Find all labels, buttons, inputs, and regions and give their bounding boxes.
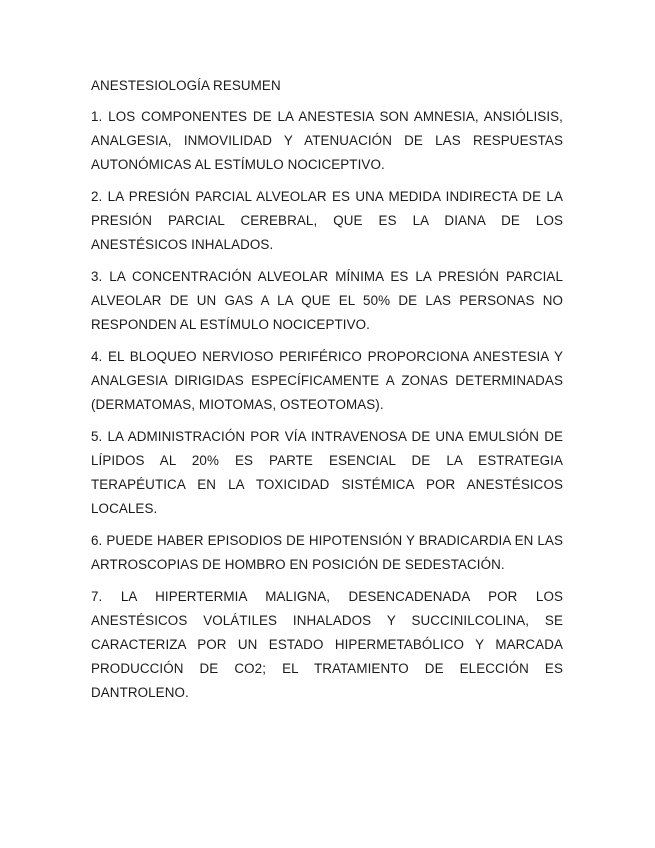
paragraph-5: 5. LA ADMINISTRACIÓN POR VÍA INTRAVENOSA DE UNA EMULSIÓN DE LÍPIDOS AL 20% ES PARTE ESENCIAL DE LA ESTRATEGIA TERAPÉUTICA EN LA TOXICIDAD SISTÉMICA POR ANESTÉSICOS LOCALES. <box>91 429 563 516</box>
paragraph-7: 7. LA HIPERTERMIA MALIGNA, DESENCADENADA POR LOS ANESTÉSICOS VOLÁTILES INHALADOS Y SUCCINILCOLINA, SE CARACTERIZA POR UN ESTADO HIPERMETABÓLICO Y MARCADA PRODUCCIÓN DE CO2; EL TRATAMIENTO DE ELECCIÓN ES DANTROLENO. <box>91 589 563 700</box>
document-title: ANESTESIOLOGÍA RESUMEN <box>91 78 281 93</box>
paragraph-1: 1. LOS COMPONENTES DE LA ANESTESIA SON AMNESIA, ANSIÓLISIS, ANALGESIA, INMOVILIDAD Y ATENUACIÓN DE LAS RESPUESTAS AUTONÓMICAS AL ESTÍMULO NOCICEPTIVO. <box>91 109 563 172</box>
document-body <box>91 74 563 713</box>
paragraph-3: 3. LA CONCENTRACIÓN ALVEOLAR MÍNIMA ES LA PRESIÓN PARCIAL ALVEOLAR DE UN GAS A LA QUE EL 50% DE LAS PERSONAS NO RESPONDEN AL ESTÍMULO NOCICEPTIVO. <box>91 269 563 332</box>
paragraph-2: 2. LA PRESIÓN PARCIAL ALVEOLAR ES UNA MEDIDA INDIRECTA DE LA PRESIÓN PARCIAL CEREBRAL, QUE ES LA DIANA DE LOS ANESTÉSICOS INHALADOS. <box>91 189 563 252</box>
paragraph-4: 4. EL BLOQUEO NERVIOSO PERIFÉRICO PROPORCIONA ANESTESIA Y ANALGESIA DIRIGIDAS ESPECÍFICAMENTE A ZONAS DETERMINADAS (DERMATOMAS, MIOTOMAS, OSTEOTOMAS). <box>91 349 563 412</box>
paragraph-6: 6. PUEDE HABER EPISODIOS DE HIPOTENSIÓN Y BRADICARDIA EN LAS ARTROSCOPIAS DE HOMBRO EN POSICIÓN DE SEDESTACIÓN. <box>91 533 563 572</box>
